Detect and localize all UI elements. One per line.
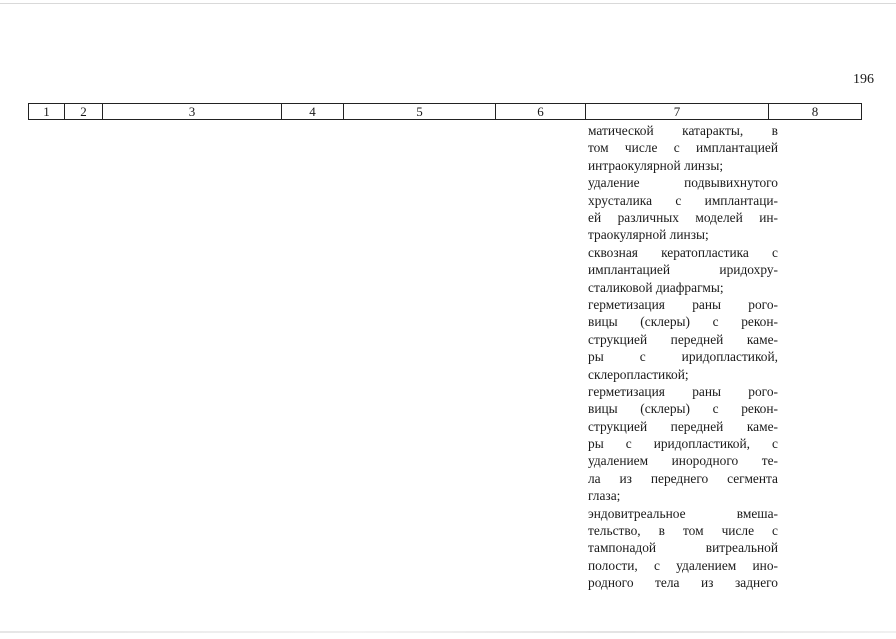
text-line: сквозная кератопластика с [588,244,778,260]
text-line: ей различных моделей ин- [588,209,778,225]
text-line: сталиковой диафрагмы; [588,279,724,295]
text-line: том числе с имплантацией [588,140,778,156]
text-line: ры с иридопластикой, [588,349,778,365]
column-header-5: 5 [344,104,496,120]
text-line: тельство, в том числе с [588,523,778,539]
text-line: ры с иридопластикой, с [588,436,778,452]
text-line: склеропластикой; [588,366,689,382]
text-line: вицы (склеры) с рекон- [588,314,778,330]
text-line: матической катаракты, в [588,123,778,138]
column-header-8: 8 [769,104,862,120]
text-line: герметизация раны рого- [588,383,778,399]
text-line: струкцией передней каме- [588,418,778,434]
column-7-text [588,122,778,592]
text-line: струкцией передней каме- [588,331,778,347]
column-header-1: 1 [29,104,65,120]
text-line: траокулярной линзы; [588,227,709,243]
column-header-2: 2 [65,104,103,120]
text-line: интраокулярной линзы; [588,157,724,173]
text-line: вицы (склеры) с рекон- [588,401,778,417]
column-header-4: 4 [282,104,344,120]
text-line: тампонадой витреальной [588,540,778,556]
column-header-6: 6 [496,104,586,120]
text-line: полости, с удалением ино- [588,557,778,573]
column-header-3: 3 [103,104,282,120]
page-number: 196 [853,72,874,87]
text-line: родного тела из заднего [588,575,778,591]
scan-edge-top [0,3,896,4]
text-line: глаза; [588,488,621,504]
text-line: ла из переднего сегмента [588,470,778,486]
text-line: удаление подвывихнутого [588,175,778,191]
scan-edge-bottom [0,631,896,633]
text-line: удалением инородного те- [588,453,778,469]
text-line: хрусталика с имплантаци- [588,192,778,208]
text-line: герметизация раны рого- [588,296,778,312]
column-number-header [28,103,862,120]
text-line: имплантацией иридохру- [588,262,778,278]
text-line: эндовитреальное вмеша- [588,505,778,521]
column-header-7: 7 [586,104,769,120]
